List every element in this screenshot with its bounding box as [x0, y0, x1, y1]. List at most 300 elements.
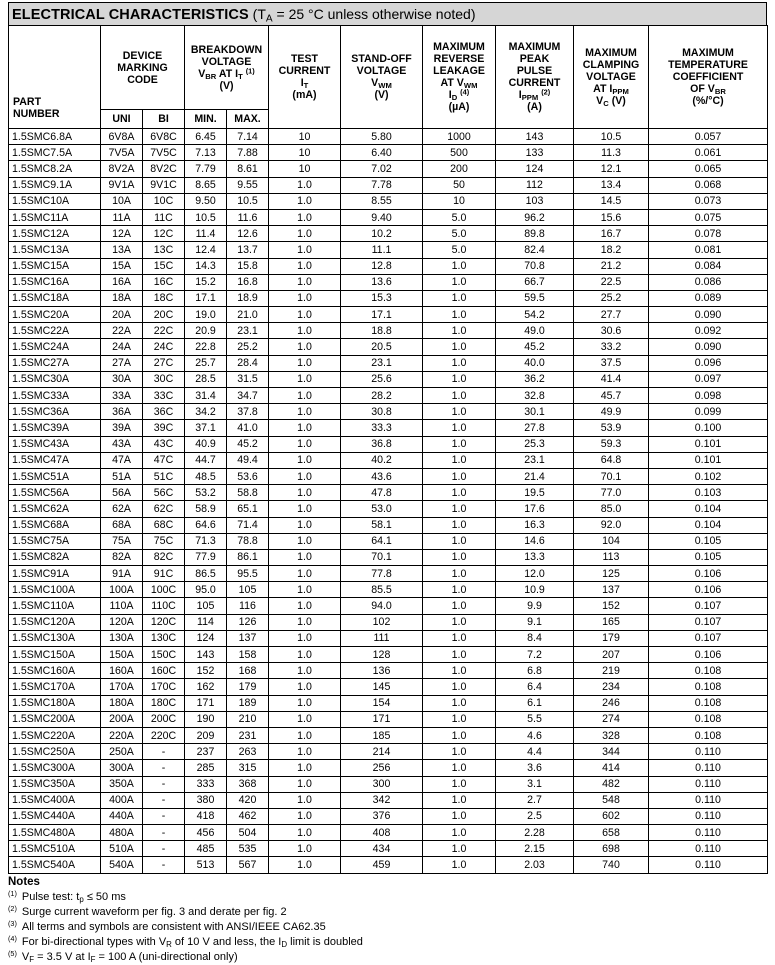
- cell-standoff-voltage: 23.1: [341, 355, 423, 371]
- cell-peak-current: 23.1: [496, 452, 574, 468]
- cell-temp-coefficient: 0.101: [649, 436, 768, 452]
- electrical-characteristics-table: [8, 25, 768, 874]
- cell-part-number: 1.5SMC150A: [9, 647, 101, 663]
- cell-peak-current: 19.5: [496, 485, 574, 501]
- cell-vbr-max: 71.4: [227, 517, 269, 533]
- cell-vbr-max: 12.6: [227, 226, 269, 242]
- cell-standoff-voltage: 13.6: [341, 274, 423, 290]
- cell-clamping-voltage: 70.1: [574, 468, 649, 484]
- cell-vbr-min: 9.50: [185, 193, 227, 209]
- cell-vbr-max: 535: [227, 841, 269, 857]
- cell-clamping-voltage: 41.4: [574, 371, 649, 387]
- table-row: [9, 371, 768, 387]
- cell-vbr-min: 171: [185, 695, 227, 711]
- cell-uni-code: 6V8A: [101, 129, 143, 145]
- cell-part-number: 1.5SMC7.5A: [9, 145, 101, 161]
- cell-vbr-max: 34.7: [227, 388, 269, 404]
- cell-uni-code: 100A: [101, 582, 143, 598]
- cell-part-number: 1.5SMC250A: [9, 744, 101, 760]
- cell-peak-current: 70.8: [496, 258, 574, 274]
- cell-uni-code: 36A: [101, 404, 143, 420]
- cell-uni-code: 30A: [101, 371, 143, 387]
- cell-peak-current: 6.1: [496, 695, 574, 711]
- cell-vbr-min: 15.2: [185, 274, 227, 290]
- cell-standoff-voltage: 85.5: [341, 582, 423, 598]
- cell-leakage-current: 1.0: [423, 808, 496, 824]
- cell-vbr-max: 25.2: [227, 339, 269, 355]
- cell-peak-current: 2.5: [496, 808, 574, 824]
- cell-leakage-current: 1.0: [423, 323, 496, 339]
- cell-bi-code: 220C: [143, 727, 185, 743]
- cell-test-current: 1.0: [269, 695, 341, 711]
- cell-standoff-voltage: 185: [341, 727, 423, 743]
- cell-clamping-voltage: 49.9: [574, 404, 649, 420]
- cell-uni-code: 7V5A: [101, 145, 143, 161]
- cell-clamping-voltage: 414: [574, 760, 649, 776]
- cell-vbr-min: 513: [185, 857, 227, 873]
- table-body: [9, 129, 768, 874]
- cell-uni-code: 47A: [101, 452, 143, 468]
- cell-clamping-voltage: 740: [574, 857, 649, 873]
- cell-temp-coefficient: 0.096: [649, 355, 768, 371]
- cell-clamping-voltage: 152: [574, 598, 649, 614]
- cell-vbr-max: 158: [227, 647, 269, 663]
- table-title-bar: [8, 2, 767, 25]
- cell-temp-coefficient: 0.110: [649, 744, 768, 760]
- cell-clamping-voltage: 165: [574, 614, 649, 630]
- table-row: [9, 355, 768, 371]
- cell-vbr-max: 18.9: [227, 290, 269, 306]
- cell-vbr-min: 25.7: [185, 355, 227, 371]
- cell-vbr-min: 105: [185, 598, 227, 614]
- cell-test-current: 1.0: [269, 630, 341, 646]
- cell-bi-code: 20C: [143, 307, 185, 323]
- cell-clamping-voltage: 234: [574, 679, 649, 695]
- cell-temp-coefficient: 0.110: [649, 841, 768, 857]
- cell-uni-code: 130A: [101, 630, 143, 646]
- cell-part-number: 1.5SMC39A: [9, 420, 101, 436]
- cell-test-current: 1.0: [269, 614, 341, 630]
- cell-test-current: 1.0: [269, 841, 341, 857]
- cell-uni-code: 33A: [101, 388, 143, 404]
- cell-temp-coefficient: 0.092: [649, 323, 768, 339]
- cell-standoff-voltage: 408: [341, 825, 423, 841]
- cell-test-current: 1.0: [269, 727, 341, 743]
- cell-test-current: 1.0: [269, 226, 341, 242]
- cell-standoff-voltage: 94.0: [341, 598, 423, 614]
- cell-uni-code: 12A: [101, 226, 143, 242]
- cell-standoff-voltage: 154: [341, 695, 423, 711]
- table-row: [9, 209, 768, 225]
- cell-uni-code: 150A: [101, 647, 143, 663]
- cell-uni-code: 300A: [101, 760, 143, 776]
- cell-clamping-voltage: 113: [574, 549, 649, 565]
- cell-leakage-current: 1.0: [423, 420, 496, 436]
- note-3: $^{(3)}$ All terms and symbols are consistent with ANSI/IEEE CA62.35: [8, 919, 326, 933]
- cell-standoff-voltage: 20.5: [341, 339, 423, 355]
- cell-vbr-max: 263: [227, 744, 269, 760]
- cell-clamping-voltage: 548: [574, 792, 649, 808]
- cell-vbr-min: 20.9: [185, 323, 227, 339]
- cell-clamping-voltage: 207: [574, 647, 649, 663]
- cell-peak-current: 124: [496, 161, 574, 177]
- cell-vbr-min: 40.9: [185, 436, 227, 452]
- cell-part-number: 1.5SMC20A: [9, 307, 101, 323]
- cell-uni-code: 160A: [101, 663, 143, 679]
- cell-temp-coefficient: 0.105: [649, 549, 768, 565]
- cell-peak-current: 4.4: [496, 744, 574, 760]
- cell-vbr-max: 189: [227, 695, 269, 711]
- cell-vbr-max: 16.8: [227, 274, 269, 290]
- cell-peak-current: 3.1: [496, 776, 574, 792]
- cell-peak-current: 8.4: [496, 630, 574, 646]
- cell-clamping-voltage: 344: [574, 744, 649, 760]
- cell-leakage-current: 1.0: [423, 485, 496, 501]
- table-row: [9, 857, 768, 873]
- cell-temp-coefficient: 0.106: [649, 647, 768, 663]
- cell-standoff-voltage: 7.02: [341, 161, 423, 177]
- cell-leakage-current: 50: [423, 177, 496, 193]
- cell-uni-code: 10A: [101, 193, 143, 209]
- cell-part-number: 1.5SMC220A: [9, 727, 101, 743]
- cell-leakage-current: 1.0: [423, 647, 496, 663]
- cell-peak-current: 7.2: [496, 647, 574, 663]
- header-standoff-voltage: STAND-OFF VOLTAGE $V_{WM}$ (V): [341, 26, 423, 129]
- cell-test-current: 1.0: [269, 647, 341, 663]
- cell-leakage-current: 1.0: [423, 307, 496, 323]
- cell-part-number: 1.5SMC36A: [9, 404, 101, 420]
- cell-part-number: 1.5SMC24A: [9, 339, 101, 355]
- cell-temp-coefficient: 0.107: [649, 630, 768, 646]
- cell-vbr-min: 209: [185, 727, 227, 743]
- table-condition: ($T_A = 25$ °C unless otherwise noted): [248, 6, 476, 25]
- table-row: [9, 614, 768, 630]
- cell-part-number: 1.5SMC43A: [9, 436, 101, 452]
- cell-temp-coefficient: 0.108: [649, 727, 768, 743]
- cell-clamping-voltage: 658: [574, 825, 649, 841]
- cell-vbr-max: 58.8: [227, 485, 269, 501]
- table-row: [9, 339, 768, 355]
- cell-vbr-min: 71.3: [185, 533, 227, 549]
- cell-test-current: 1.0: [269, 776, 341, 792]
- cell-vbr-min: 333: [185, 776, 227, 792]
- cell-vbr-min: 17.1: [185, 290, 227, 306]
- cell-vbr-min: 19.0: [185, 307, 227, 323]
- cell-leakage-current: 1.0: [423, 841, 496, 857]
- cell-vbr-min: 143: [185, 647, 227, 663]
- cell-temp-coefficient: 0.110: [649, 825, 768, 841]
- cell-standoff-voltage: 25.6: [341, 371, 423, 387]
- cell-bi-code: -: [143, 776, 185, 792]
- cell-peak-current: 133: [496, 145, 574, 161]
- cell-standoff-voltage: 77.8: [341, 566, 423, 582]
- cell-leakage-current: 1.0: [423, 711, 496, 727]
- cell-vbr-min: 58.9: [185, 501, 227, 517]
- header-uni: UNI: [101, 110, 143, 129]
- cell-bi-code: -: [143, 760, 185, 776]
- cell-vbr-max: 210: [227, 711, 269, 727]
- cell-peak-current: 3.6: [496, 760, 574, 776]
- cell-standoff-voltage: 111: [341, 630, 423, 646]
- cell-bi-code: 43C: [143, 436, 185, 452]
- cell-clamping-voltage: 246: [574, 695, 649, 711]
- cell-clamping-voltage: 21.2: [574, 258, 649, 274]
- cell-standoff-voltage: 58.1: [341, 517, 423, 533]
- cell-part-number: 1.5SMC440A: [9, 808, 101, 824]
- cell-bi-code: 8V2C: [143, 161, 185, 177]
- cell-peak-current: 59.5: [496, 290, 574, 306]
- cell-peak-current: 40.0: [496, 355, 574, 371]
- cell-leakage-current: 1.0: [423, 355, 496, 371]
- cell-vbr-max: 567: [227, 857, 269, 873]
- cell-vbr-max: 37.8: [227, 404, 269, 420]
- cell-peak-current: 2.28: [496, 825, 574, 841]
- cell-temp-coefficient: 0.065: [649, 161, 768, 177]
- cell-test-current: 1.0: [269, 242, 341, 258]
- cell-clamping-voltage: 15.6: [574, 209, 649, 225]
- cell-leakage-current: 1.0: [423, 517, 496, 533]
- cell-peak-current: 2.15: [496, 841, 574, 857]
- cell-uni-code: 11A: [101, 209, 143, 225]
- cell-leakage-current: 1.0: [423, 388, 496, 404]
- cell-leakage-current: 200: [423, 161, 496, 177]
- cell-test-current: 1.0: [269, 258, 341, 274]
- cell-leakage-current: 1.0: [423, 582, 496, 598]
- cell-vbr-max: 462: [227, 808, 269, 824]
- cell-clamping-voltage: 328: [574, 727, 649, 743]
- cell-peak-current: 21.4: [496, 468, 574, 484]
- cell-leakage-current: 10: [423, 193, 496, 209]
- cell-test-current: 1.0: [269, 825, 341, 841]
- cell-bi-code: 200C: [143, 711, 185, 727]
- cell-vbr-max: 53.6: [227, 468, 269, 484]
- cell-part-number: 1.5SMC480A: [9, 825, 101, 841]
- cell-part-number: 1.5SMC51A: [9, 468, 101, 484]
- cell-vbr-max: 105: [227, 582, 269, 598]
- cell-bi-code: 27C: [143, 355, 185, 371]
- cell-peak-current: 89.8: [496, 226, 574, 242]
- table-row: [9, 258, 768, 274]
- cell-vbr-min: 64.6: [185, 517, 227, 533]
- cell-uni-code: 16A: [101, 274, 143, 290]
- cell-leakage-current: 1.0: [423, 452, 496, 468]
- cell-vbr-max: 41.0: [227, 420, 269, 436]
- cell-clamping-voltage: 14.5: [574, 193, 649, 209]
- cell-peak-current: 36.2: [496, 371, 574, 387]
- cell-vbr-min: 456: [185, 825, 227, 841]
- table-header: [9, 26, 768, 129]
- cell-vbr-min: 6.45: [185, 129, 227, 145]
- cell-bi-code: 110C: [143, 598, 185, 614]
- cell-vbr-max: 11.6: [227, 209, 269, 225]
- cell-bi-code: 91C: [143, 566, 185, 582]
- cell-temp-coefficient: 0.106: [649, 566, 768, 582]
- cell-vbr-max: 137: [227, 630, 269, 646]
- table-row: [9, 274, 768, 290]
- cell-bi-code: -: [143, 744, 185, 760]
- cell-clamping-voltage: 53.9: [574, 420, 649, 436]
- cell-standoff-voltage: 28.2: [341, 388, 423, 404]
- cell-temp-coefficient: 0.108: [649, 695, 768, 711]
- cell-bi-code: 150C: [143, 647, 185, 663]
- cell-standoff-voltage: 15.3: [341, 290, 423, 306]
- table-row: [9, 808, 768, 824]
- cell-temp-coefficient: 0.068: [649, 177, 768, 193]
- cell-temp-coefficient: 0.108: [649, 663, 768, 679]
- table-row: [9, 711, 768, 727]
- table-row: [9, 517, 768, 533]
- table-row: [9, 161, 768, 177]
- cell-peak-current: 25.3: [496, 436, 574, 452]
- cell-part-number: 1.5SMC22A: [9, 323, 101, 339]
- cell-part-number: 1.5SMC160A: [9, 663, 101, 679]
- cell-uni-code: 15A: [101, 258, 143, 274]
- cell-test-current: 1.0: [269, 339, 341, 355]
- cell-clamping-voltage: 22.5: [574, 274, 649, 290]
- cell-peak-current: 2.03: [496, 857, 574, 873]
- header-breakdown-voltage: BREAKDOWN VOLTAGE $V_{BR}$ AT $I_T$ $^{(1)}$ (V): [185, 26, 269, 110]
- cell-uni-code: 200A: [101, 711, 143, 727]
- cell-vbr-min: 8.65: [185, 177, 227, 193]
- cell-bi-code: 11C: [143, 209, 185, 225]
- cell-vbr-max: 231: [227, 727, 269, 743]
- table-row: [9, 307, 768, 323]
- cell-standoff-voltage: 102: [341, 614, 423, 630]
- cell-vbr-min: 28.5: [185, 371, 227, 387]
- cell-vbr-max: 168: [227, 663, 269, 679]
- cell-leakage-current: 1.0: [423, 727, 496, 743]
- cell-standoff-voltage: 10.2: [341, 226, 423, 242]
- cell-standoff-voltage: 12.8: [341, 258, 423, 274]
- cell-clamping-voltage: 27.7: [574, 307, 649, 323]
- cell-vbr-max: 15.8: [227, 258, 269, 274]
- cell-standoff-voltage: 33.3: [341, 420, 423, 436]
- cell-test-current: 1.0: [269, 290, 341, 306]
- cell-leakage-current: 1.0: [423, 404, 496, 420]
- cell-standoff-voltage: 30.8: [341, 404, 423, 420]
- cell-temp-coefficient: 0.089: [649, 290, 768, 306]
- cell-peak-current: 13.3: [496, 549, 574, 565]
- cell-vbr-min: 48.5: [185, 468, 227, 484]
- cell-temp-coefficient: 0.110: [649, 792, 768, 808]
- cell-test-current: 10: [269, 145, 341, 161]
- cell-vbr-max: 49.4: [227, 452, 269, 468]
- cell-part-number: 1.5SMC300A: [9, 760, 101, 776]
- cell-bi-code: 15C: [143, 258, 185, 274]
- cell-uni-code: 18A: [101, 290, 143, 306]
- table-row: [9, 501, 768, 517]
- cell-bi-code: 6V8C: [143, 129, 185, 145]
- table-row: [9, 145, 768, 161]
- cell-vbr-max: 23.1: [227, 323, 269, 339]
- cell-leakage-current: 1.0: [423, 695, 496, 711]
- cell-leakage-current: 5.0: [423, 226, 496, 242]
- cell-part-number: 1.5SMC510A: [9, 841, 101, 857]
- cell-test-current: 10: [269, 129, 341, 145]
- cell-uni-code: 510A: [101, 841, 143, 857]
- cell-part-number: 1.5SMC110A: [9, 598, 101, 614]
- table-row: [9, 760, 768, 776]
- cell-standoff-voltage: 171: [341, 711, 423, 727]
- header-device-marking-code: DEVICE MARKING CODE: [101, 26, 185, 110]
- cell-standoff-voltage: 64.1: [341, 533, 423, 549]
- table-row: [9, 193, 768, 209]
- cell-leakage-current: 1.0: [423, 566, 496, 582]
- cell-bi-code: 22C: [143, 323, 185, 339]
- cell-standoff-voltage: 53.0: [341, 501, 423, 517]
- cell-standoff-voltage: 214: [341, 744, 423, 760]
- cell-clamping-voltage: 104: [574, 533, 649, 549]
- cell-peak-current: 16.3: [496, 517, 574, 533]
- table-row: [9, 647, 768, 663]
- cell-standoff-voltage: 459: [341, 857, 423, 873]
- cell-part-number: 1.5SMC18A: [9, 290, 101, 306]
- table-row: [9, 744, 768, 760]
- cell-bi-code: -: [143, 825, 185, 841]
- cell-uni-code: 13A: [101, 242, 143, 258]
- table-row: [9, 468, 768, 484]
- cell-clamping-voltage: 85.0: [574, 501, 649, 517]
- cell-part-number: 1.5SMC13A: [9, 242, 101, 258]
- cell-clamping-voltage: 92.0: [574, 517, 649, 533]
- cell-leakage-current: 1.0: [423, 468, 496, 484]
- cell-test-current: 1.0: [269, 388, 341, 404]
- cell-leakage-current: 5.0: [423, 242, 496, 258]
- cell-bi-code: 12C: [143, 226, 185, 242]
- cell-test-current: 1.0: [269, 452, 341, 468]
- cell-uni-code: 170A: [101, 679, 143, 695]
- cell-leakage-current: 1.0: [423, 549, 496, 565]
- cell-test-current: 1.0: [269, 663, 341, 679]
- cell-part-number: 1.5SMC68A: [9, 517, 101, 533]
- cell-vbr-max: 368: [227, 776, 269, 792]
- cell-standoff-voltage: 36.8: [341, 436, 423, 452]
- cell-peak-current: 54.2: [496, 307, 574, 323]
- cell-bi-code: 68C: [143, 517, 185, 533]
- cell-leakage-current: 1.0: [423, 760, 496, 776]
- cell-test-current: 1.0: [269, 679, 341, 695]
- cell-clamping-voltage: 219: [574, 663, 649, 679]
- cell-vbr-min: 124: [185, 630, 227, 646]
- cell-test-current: 1.0: [269, 533, 341, 549]
- cell-vbr-max: 45.2: [227, 436, 269, 452]
- cell-test-current: 10: [269, 161, 341, 177]
- cell-leakage-current: 1.0: [423, 339, 496, 355]
- table-row: [9, 566, 768, 582]
- cell-peak-current: 66.7: [496, 274, 574, 290]
- cell-vbr-max: 65.1: [227, 501, 269, 517]
- cell-clamping-voltage: 13.4: [574, 177, 649, 193]
- cell-vbr-max: 28.4: [227, 355, 269, 371]
- cell-uni-code: 24A: [101, 339, 143, 355]
- cell-bi-code: -: [143, 808, 185, 824]
- cell-uni-code: 350A: [101, 776, 143, 792]
- cell-standoff-voltage: 376: [341, 808, 423, 824]
- header-max: MAX.: [227, 110, 269, 129]
- cell-test-current: 1.0: [269, 436, 341, 452]
- cell-part-number: 1.5SMC62A: [9, 501, 101, 517]
- cell-leakage-current: 1.0: [423, 630, 496, 646]
- cell-bi-code: 18C: [143, 290, 185, 306]
- cell-peak-current: 9.9: [496, 598, 574, 614]
- cell-uni-code: 8V2A: [101, 161, 143, 177]
- cell-temp-coefficient: 0.078: [649, 226, 768, 242]
- cell-bi-code: 130C: [143, 630, 185, 646]
- cell-vbr-min: 162: [185, 679, 227, 695]
- cell-temp-coefficient: 0.090: [649, 339, 768, 355]
- cell-uni-code: 480A: [101, 825, 143, 841]
- cell-vbr-min: 7.13: [185, 145, 227, 161]
